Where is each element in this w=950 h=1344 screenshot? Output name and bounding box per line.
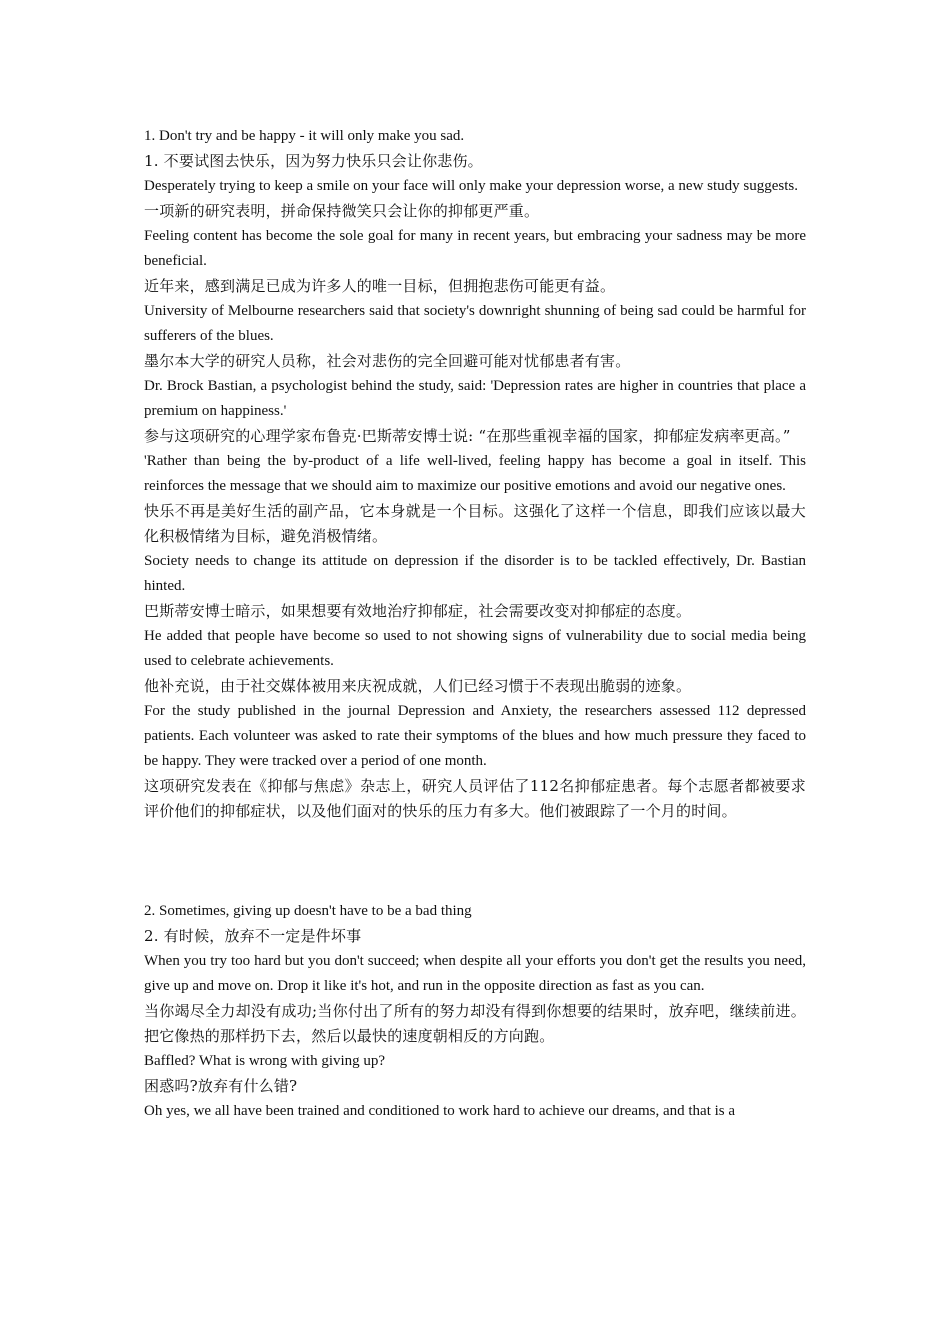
paragraph-zh: 当你竭尽全力却没有成功;当你付出了所有的努力却没有得到你想要的结果时，放弃吧，继续前进。把它像热的那样扔下去，然后以最快的速度朝相反的方向跑。 (144, 1002, 806, 1045)
section-heading-en: 1. Don't try and be happy - it will only make you sad. (144, 128, 465, 144)
paragraph-en: Society needs to change its attitude on depression if the disorder is to be tackled effectively, Dr. Bastian hinted. (144, 553, 806, 594)
section-heading-en: 2. Sometimes, giving up doesn't have to be a bad thing (144, 903, 472, 919)
document-page (144, 124, 806, 1124)
paragraph-en: For the study published in the journal Depression and Anxiety, the researchers assessed 112 depressed patients. Each volunteer was asked to rate their symptoms of the blues and how much pressure they faced to be happy. They were tracked over a period of one month. (144, 703, 806, 769)
paragraph-zh: 这项研究发表在《抑郁与焦虑》杂志上，研究人员评估了112名抑郁症患者。每个志愿者都被要求评价他们的抑郁症状，以及他们面对的快乐的压力有多大。他们被跟踪了一个月的时间。 (144, 777, 806, 820)
paragraph-en: When you try too hard but you don't succeed; when despite all your efforts you don't get the results you need, give up and move on. Drop it like it's hot, and run in the opposite direction as fast as you can. (144, 953, 806, 994)
paragraph-zh: 近年来，感到满足已成为许多人的唯一目标，但拥抱悲伤可能更有益。 (144, 277, 616, 295)
paragraph-en: Feeling content has become the sole goal for many in recent years, but embracing your sadness may be more beneficial. (144, 228, 806, 269)
paragraph-zh: 一项新的研究表明，拼命保持微笑只会让你的抑郁更严重。 (144, 202, 540, 220)
paragraph-en: Oh yes, we all have been trained and conditioned to work hard to achieve our dreams, and that is a (144, 1103, 736, 1119)
paragraph-en: University of Melbourne researchers said that society's downright shunning of being sad could be harmful for sufferers of the blues. (144, 303, 806, 344)
paragraph-en: Desperately trying to keep a smile on your face will only make your depression worse, a new study suggests. (144, 178, 799, 194)
section-heading-zh: 1. 不要试图去快乐，因为努力快乐只会让你悲伤。 (144, 152, 483, 170)
paragraph-en: 'Rather than being the by-product of a life well-lived, feeling happy has become a goal in itself. This reinforces the message that we should aim to maximize our positive emotions and avoid our negative ones. (144, 453, 806, 494)
paragraph-zh: 困惑吗?放弃有什么错? (144, 1077, 298, 1095)
paragraph-zh: 他补充说，由于社交媒体被用来庆祝成就，人们已经习惯于不表现出脆弱的迹象。 (144, 677, 692, 695)
paragraph-en: He added that people have become so used to not showing signs of vulnerability due to social media being used to celebrate achievements. (144, 628, 806, 669)
paragraph-en: Dr. Brock Bastian, a psychologist behind the study, said: 'Depression rates are higher in countries that place a premium on happiness.' (144, 378, 806, 419)
section-2 (144, 899, 806, 1124)
section-heading-zh: 2. 有时候，放弃不一定是件坏事 (144, 927, 362, 945)
paragraph-zh: 巴斯蒂安博士暗示，如果想要有效地治疗抑郁症，社会需要改变对抑郁症的态度。 (144, 602, 692, 620)
paragraph-zh: 墨尔本大学的研究人员称，社会对悲伤的完全回避可能对忧郁患者有害。 (144, 352, 631, 370)
section-1 (144, 124, 806, 824)
paragraph-en: Baffled? What is wrong with giving up? (144, 1053, 386, 1069)
paragraph-zh: 快乐不再是美好生活的副产品，它本身就是一个目标。这强化了这样一个信息，即我们应该以最大化积极情绪为目标，避免消极情绪。 (144, 502, 806, 545)
paragraph-zh: 参与这项研究的心理学家布鲁克·巴斯蒂安博士说: “在那些重视幸福的国家，抑郁症发病率更高。” (144, 427, 791, 445)
